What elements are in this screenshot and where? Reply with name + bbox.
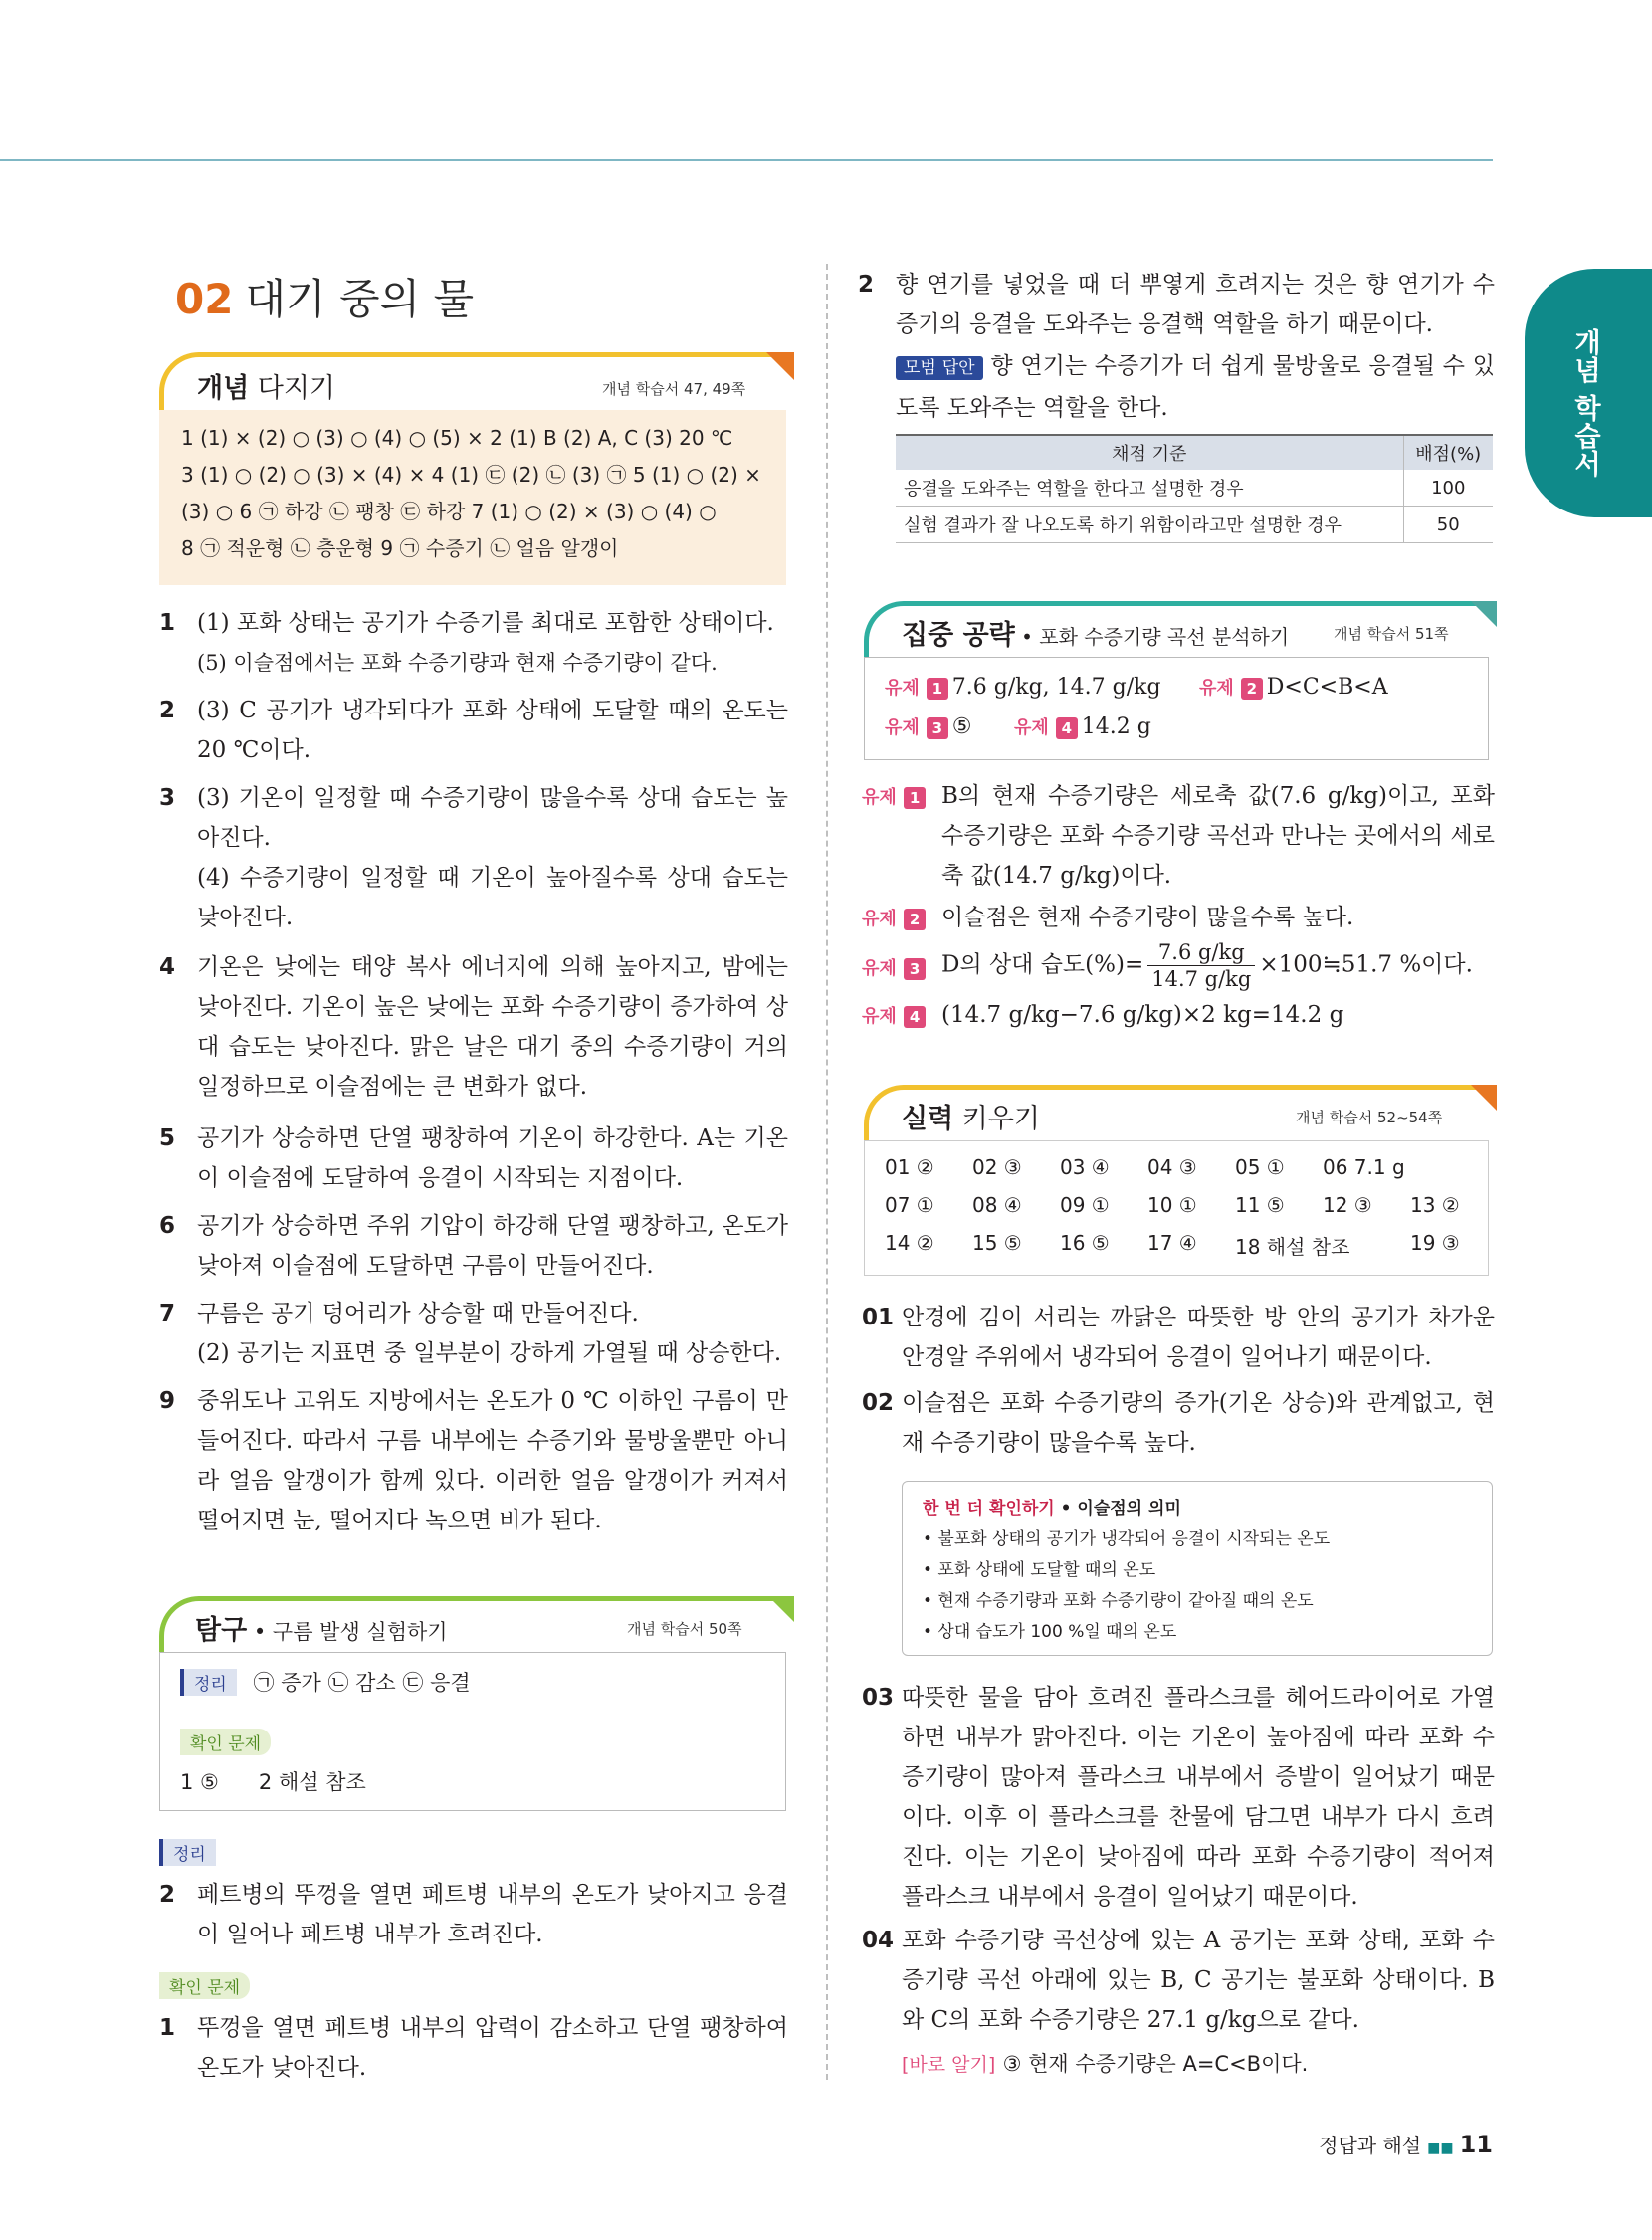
summary-tag: 정리: [180, 1669, 237, 1696]
explore-box-body: [159, 1652, 786, 1811]
answer-item-7: 7 구름은 공기 덩어리가 상승할 때 만들어진다. (2) 공기는 지표면 중 일부분이 강하게 가열될 때 상승한다.: [159, 1301, 782, 1366]
check-tag: 확인 문제: [180, 1729, 271, 1755]
summary-text: ㉠ 증가 ㉡ 감소 ㉢ 응결: [253, 1671, 471, 1695]
side-tab-label: 개념 학습서: [1569, 328, 1600, 479]
focus-explain-4: 유제 4 (14.7 g/kg−7.6 g/kg)×2 kg=14.2 g: [862, 1002, 1344, 1028]
focus-explain-3: 유제 3 D의 상대 습도(%)= $\frac{7.6 g/kg}{14.7 g/kg}$ ×100≒51.7 %이다.: [862, 940, 1473, 991]
top-rule: [0, 159, 1493, 161]
concept-box-title: 개념 다지기: [197, 373, 336, 404]
check-item-1: 1 뚜껑을 열면 페트병 내부의 압력이 감소하고 단열 팽창하여 온도가 낮아진다.: [159, 2015, 788, 2081]
section-title-text: 대기 중의 물: [245, 275, 475, 323]
concept-line: 8 ㉠ 적운형 ㉡ 층운형 9 ㉠ 수증기 ㉡ 얼음 알갱이: [181, 536, 619, 560]
table-row: 응결을 도와주는 역할을 한다고 설명한 경우 100: [896, 470, 1493, 507]
skill-box-ref: 개념 학습서 52~54쪽: [1296, 1109, 1443, 1126]
focus-box-title: 집중 공략 • 포화 수증기량 곡선 분석하기: [902, 620, 1290, 651]
focus-answer-4: 14.2 g: [1081, 714, 1151, 739]
concept-line: 3 (1) ○ (2) ○ (3) × (4) × 4 (1) ㉢ (2) ㉡ (3) ㉠ 5 (1) ○ (2) ×: [181, 463, 761, 487]
focus-box-ref: 개념 학습서 51쪽: [1334, 625, 1449, 643]
focus-answer-2: D<C<B<A: [1266, 675, 1388, 700]
column-divider: [826, 264, 828, 2080]
footer-dots: ■■: [1427, 2140, 1454, 2156]
check-answers: 1 ⑤ 2 해설 참조: [180, 1770, 366, 1794]
check-tag-2: 확인 문제: [159, 1972, 250, 1999]
check-once-box: 한 번 더 확인하기 • 이슬점의 의미 • 불포화 상태의 공기가 냉각되어 응결이 시작되는 온도 • 포화 상태에 도달할 때의 온도 • 현재 수증기량과 포화 수증기량이 같아질 때의 온도 • 상대 습도가 100 %일 때의 온도: [902, 1481, 1493, 1656]
skill-item-02: 02 이슬점은 포화 수증기량의 증가(기온 상승)와 관계없고, 현재 수증기량이 많을수록 높다.: [862, 1390, 1495, 1456]
concept-box-ref: 개념 학습서 47, 49쪽: [602, 380, 746, 398]
answer-item-3: 3 (3) 기온이 일정할 때 수증기량이 많을수록 상대 습도는 높아진다. (4) 수증기량이 일정할 때 기온이 높아질수록 상대 습도는 낮아진다.: [159, 785, 788, 930]
model-answer: 모범 답안 향 연기는 수증기가 더 쉽게 물방울로 응결될 수 있도록 도와주는 역할을 한다.: [896, 353, 1496, 421]
quick-check: [바로 알기] ③ 현재 수증기량은 A=C<B이다.: [902, 2052, 1309, 2076]
skill-item-03: 03 따뜻한 물을 담아 흐려진 플라스크를 헤어드라이어로 가열하면 내부가 맑아진다. 이는 기온이 높아짐에 따라 포화 수증기량이 많아져 플라스크 내부에서 증발이 일어났기 때문이다. 이후 이 플라스크를 찬물에 담그면 내부가 다시 흐려진다. 이는 기온이 낮아짐에 따라 포화 수증기량이 적어져 플라스크 내부에서 응결이 일어났기 때문이다.: [862, 1685, 1495, 1910]
focus-answer-1: 7.6 g/kg, 14.7 g/kg: [951, 675, 1161, 700]
table-row: 실험 결과가 잘 나오도록 하기 위함이라고만 설명한 경우 50: [896, 507, 1493, 543]
concept-answers: [159, 410, 786, 585]
focus-box-body: 유제 1 7.6 g/kg, 14.7 g/kg 유제 2 D<C<B<A 유제 3 ⑤ 유제 4 14.2 g: [864, 657, 1489, 760]
answer-item-2-right: 2 향 연기를 넣었을 때 더 뿌옇게 흐려지는 것은 향 연기가 수증기의 응결을 도와주는 응결핵 역할을 하기 때문이다.: [858, 272, 1495, 337]
concept-line: (3) ○ 6 ㉠ 하강 ㉡ 팽창 ㉢ 하강 7 (1) ○ (2) × (3) ○ (4) ○: [181, 500, 717, 523]
scoring-table: [896, 434, 1493, 543]
page-number: 11: [1459, 2131, 1493, 2158]
focus-explain-2: 유제 2 이슬점은 현재 수증기량이 많을수록 높다.: [862, 905, 1354, 930]
concept-line: 1 (1) × (2) ○ (3) ○ (4) ○ (5) × 2 (1) B (2) A, C (3) 20 ℃: [181, 426, 733, 450]
scoring-header-criteria: 채점 기준: [896, 435, 1403, 470]
quick-check-tag: [바로 알기]: [902, 2054, 996, 2076]
summary-tag-2: 정리: [159, 1839, 216, 1866]
explore-box-ref: 개념 학습서 50쪽: [627, 1620, 742, 1638]
answer-item-2: 2 (3) C 공기가 냉각되다가 포화 상태에 도달할 때의 온도는 20 ℃이다.: [159, 698, 788, 763]
answer-item-5: 5 공기가 상승하면 단열 팽창하여 기온이 하강한다. A는 기온이 이슬점에 도달하여 응결이 시작되는 지점이다.: [159, 1125, 788, 1191]
skill-box-title: 실력 키우기: [902, 1104, 1041, 1134]
focus-answer-3: ⑤: [951, 714, 972, 739]
explore-box-title: 탐구 • 구름 발생 실험하기: [195, 1615, 448, 1646]
page-footer: [1319, 2130, 1493, 2158]
scoring-header-points: 배점(%): [1403, 435, 1493, 470]
summary-item-2: 2 페트병의 뚜껑을 열면 페트병 내부의 온도가 낮아지고 응결이 일어나 페트병 내부가 흐려진다.: [159, 1882, 788, 1947]
focus-explain-1: 유제 1 B의 현재 수증기량은 세로축 값(7.6 g/kg)이고, 포화 수증기량은 포화 수증기량 곡선과 만나는 곳에서의 세로축 값(14.7 g/kg)이다.: [862, 783, 1495, 889]
skill-item-01: 01 안경에 김이 서리는 까닭은 따뜻한 방 안의 공기가 차가운 안경알 주위에서 냉각되어 응결이 일어나기 때문이다.: [862, 1305, 1495, 1370]
answer-item-1: 1 (1) 포화 상태는 공기가 수증기를 최대로 포함한 상태이다. (5) 이슬점에서는 포화 수증기량과 현재 수증기량이 같다.: [159, 610, 774, 675]
skill-box-body: 01 ② 02 ③ 03 ④ 04 ③ 05 ① 06 7.1 g 07 ① 08 ④ 09 ① 10 ① 11 ⑤ 12 ③ 13 ② 14 ② 15 ⑤ 16 ⑤ 17 ④ 18 해설 참조 19 ③: [864, 1140, 1489, 1276]
section-title: [175, 267, 474, 326]
answer-item-9: 9 중위도나 고위도 지방에서는 온도가 0 ℃ 이하인 구름이 만들어진다. 따라서 구름 내부에는 수증기와 물방울뿐만 아니라 얼음 알갱이가 함께 있다. 이러한 얼음 알갱이가 커져서 떨어지면 눈, 떨어지다 녹으면 비가 된다.: [159, 1388, 788, 1533]
model-answer-tag: 모범 답안: [896, 356, 983, 380]
answer-item-4: 4 기온은 낮에는 태양 복사 에너지에 의해 높아지고, 밤에는 낮아진다. 기온이 높은 낮에는 포화 수증기량이 증가하여 상대 습도는 낮아진다. 맑은 날은 대기 중의 수증기량이 거의 일정하므로 이슬점에는 큰 변화가 없다.: [159, 954, 788, 1100]
footer-label: 정답과 해설: [1319, 2134, 1422, 2157]
answer-item-6: 6 공기가 상승하면 주위 기압이 하강해 단열 팽창하고, 온도가 낮아져 이슬점에 도달하면 구름이 만들어진다.: [159, 1213, 788, 1279]
skill-item-04: 04 포화 수증기량 곡선상에 있는 A 공기는 포화 상태, 포화 수증기량 곡선 아래에 있는 B, C 공기는 불포화 상태이다. B와 C의 포화 수증기량은 27.1 g/kg으로 같다.: [862, 1928, 1495, 2033]
section-number: 02: [175, 275, 234, 323]
